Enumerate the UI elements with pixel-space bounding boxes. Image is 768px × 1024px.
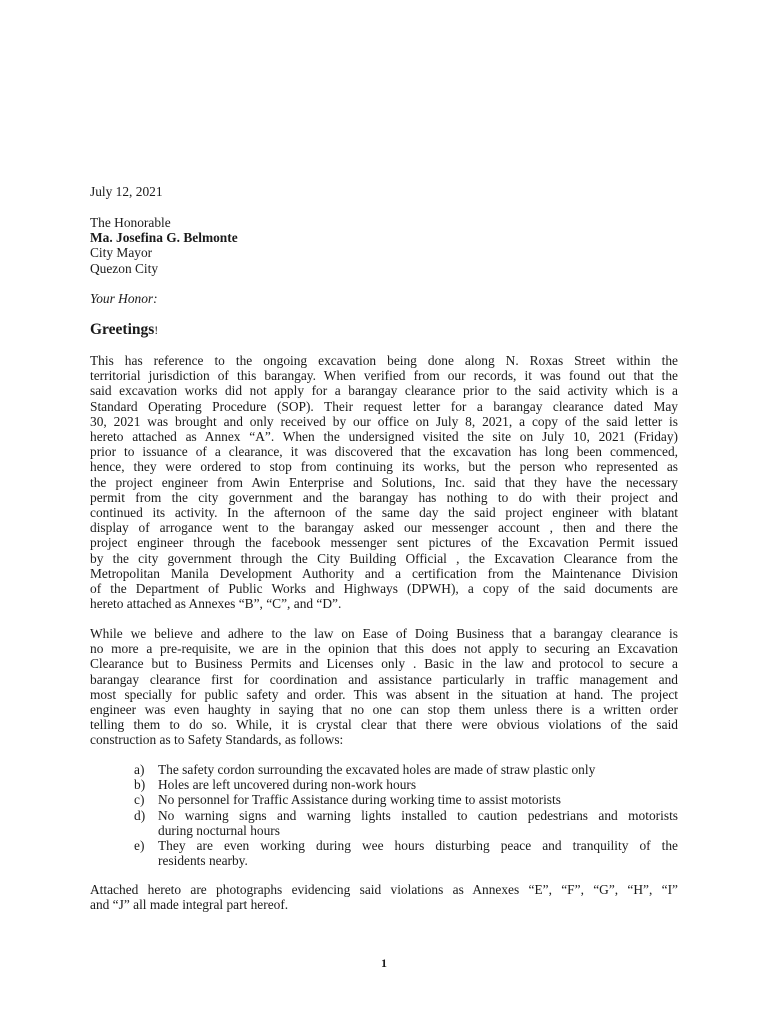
violation-marker: c)	[134, 792, 145, 808]
paragraph-2-line: most specially for public safety and order. This was absent in the situation at hand. The project	[90, 686, 678, 702]
paragraph-1-line: by the city government through the City Building Official , the Excavation Clearance from the	[90, 550, 678, 566]
addressee-city: Quezon City	[90, 260, 159, 276]
violation-item	[134, 838, 678, 868]
violation-text-line: Holes are left uncovered during non-work hours	[158, 777, 417, 793]
letter-date	[90, 184, 678, 199]
addressee-position: City Mayor	[90, 245, 153, 261]
body-paragraph-1	[90, 353, 678, 611]
paragraph-1-line: territorial jurisdiction of this barangay. When verified from our records, it was found out that the	[90, 368, 678, 384]
violation-marker: a)	[134, 762, 145, 777]
paragraph-2-line: engineer was even haughty in saying that no one can stop them unless there is a written order	[90, 702, 678, 718]
paragraph-2-line: no more a pre-requisite, we are in the opinion that this does not apply to securing an Excavation	[90, 641, 678, 657]
violation-marker: b)	[134, 777, 146, 793]
greeting-mark: !	[154, 323, 159, 337]
paragraph-1-line: hence, they were ordered to stop from continuing its works, but the person who represented as	[90, 459, 678, 475]
addressee-name: Ma. Josefina G. Belmonte	[90, 230, 238, 246]
violations-list	[134, 762, 678, 868]
paragraph-2-line: barangay clearance first for coordination and assistance particularly in traffic management and	[90, 671, 678, 687]
paragraph-1-line: This has reference to the ongoing excavation being done along N. Roxas Street within the	[90, 353, 678, 368]
violation-text-line: during nocturnal hours	[158, 822, 280, 838]
paragraph-1-line: hereto attached as Annex “A”. When the undersigned visited the site on July 10, 2021 (Friday)	[90, 429, 678, 445]
addressee-salutation-line: The Honorable	[90, 215, 171, 230]
violation-text-line: No personnel for Traffic Assistance during working time to assist motorists	[158, 792, 561, 808]
violation-text-line: They are even working during wee hours disturbing peace and tranquility of the	[158, 838, 678, 854]
addressee-block	[90, 215, 678, 276]
violation-text-line: The safety cordon surrounding the excavated holes are made of straw plastic only	[158, 762, 596, 777]
page-number: 1	[381, 956, 387, 970]
violation-text-line: residents nearby.	[158, 853, 248, 869]
paragraph-1-line: 30, 2021 was brought and only received by our office on July 8, 2021, a copy of the said letter is	[90, 413, 678, 429]
violation-marker: d)	[134, 807, 146, 823]
paragraph-1-line: said excavation works did not apply for a barangay clearance prior to the said activity which is a	[90, 383, 678, 399]
salutation	[90, 291, 678, 306]
violation-item	[134, 808, 678, 838]
violation-item	[134, 792, 678, 807]
paragraph-2-line: telling them to do so. While, it is crystal clear that there were obvious violations of the said	[90, 717, 678, 733]
paragraph-1-line: project engineer through the facebook messenger sent pictures of the Excavation Permit issued	[90, 535, 678, 551]
paragraph-1-line: the project engineer from Awin Enterprise and Solutions, Inc. said that they have the necessary	[90, 474, 678, 490]
paragraph-3-line: and “J” all made integral part hereof.	[90, 897, 289, 913]
violation-item	[134, 777, 678, 792]
body-paragraph-2	[90, 626, 678, 748]
paragraph-1-line: continued its activity. In the afternoon of the same day the said project engineer with blatant	[90, 505, 678, 521]
salutation-text: Your Honor:	[90, 291, 158, 306]
paragraph-1-line: display of arrogance went to the barangay asked our messenger account , then and there the	[90, 520, 678, 536]
violation-marker: e)	[134, 838, 145, 854]
paragraph-2-line: construction as to Safety Standards, as follows:	[90, 732, 344, 748]
paragraph-2-line: While we believe and adhere to the law on Ease of Doing Business that a barangay clearance is	[90, 626, 678, 641]
greeting-word: Greetings	[90, 321, 155, 338]
paragraph-1-line: of the Department of Public Works and Highways (DPWH), a copy of the said documents are	[90, 581, 678, 597]
violation-text-line: No warning signs and warning lights installed to caution pedestrians and motorists	[158, 807, 678, 823]
violation-item	[134, 762, 678, 777]
paragraph-1-line: Metropolitan Manila Development Authority and a certification from the Maintenance Division	[90, 565, 678, 581]
date-text: July 12, 2021	[90, 184, 163, 199]
paragraph-3-line: Attached hereto are photographs evidencing said violations as Annexes “E”, “F”, “G”, “H”, “I”	[90, 882, 678, 897]
body-paragraph-3	[90, 882, 678, 912]
greeting	[90, 321, 158, 339]
paragraph-2-line: Clearance but to Business Permits and Licenses only . Basic in the law and protocol to secure a	[90, 656, 678, 672]
paragraph-1-line: hereto attached as Annexes “B”, “C”, and “D”.	[90, 596, 342, 612]
paragraph-1-line: Standard Operating Procedure (SOP). Their request letter for a barangay clearance dated May	[90, 398, 678, 414]
paragraph-1-line: prior to issuance of a clearance, it was discovered that the excavation has long been commenced,	[90, 444, 678, 460]
paragraph-1-line: permit from the city government and the barangay has nothing to do with their project and	[90, 489, 678, 505]
